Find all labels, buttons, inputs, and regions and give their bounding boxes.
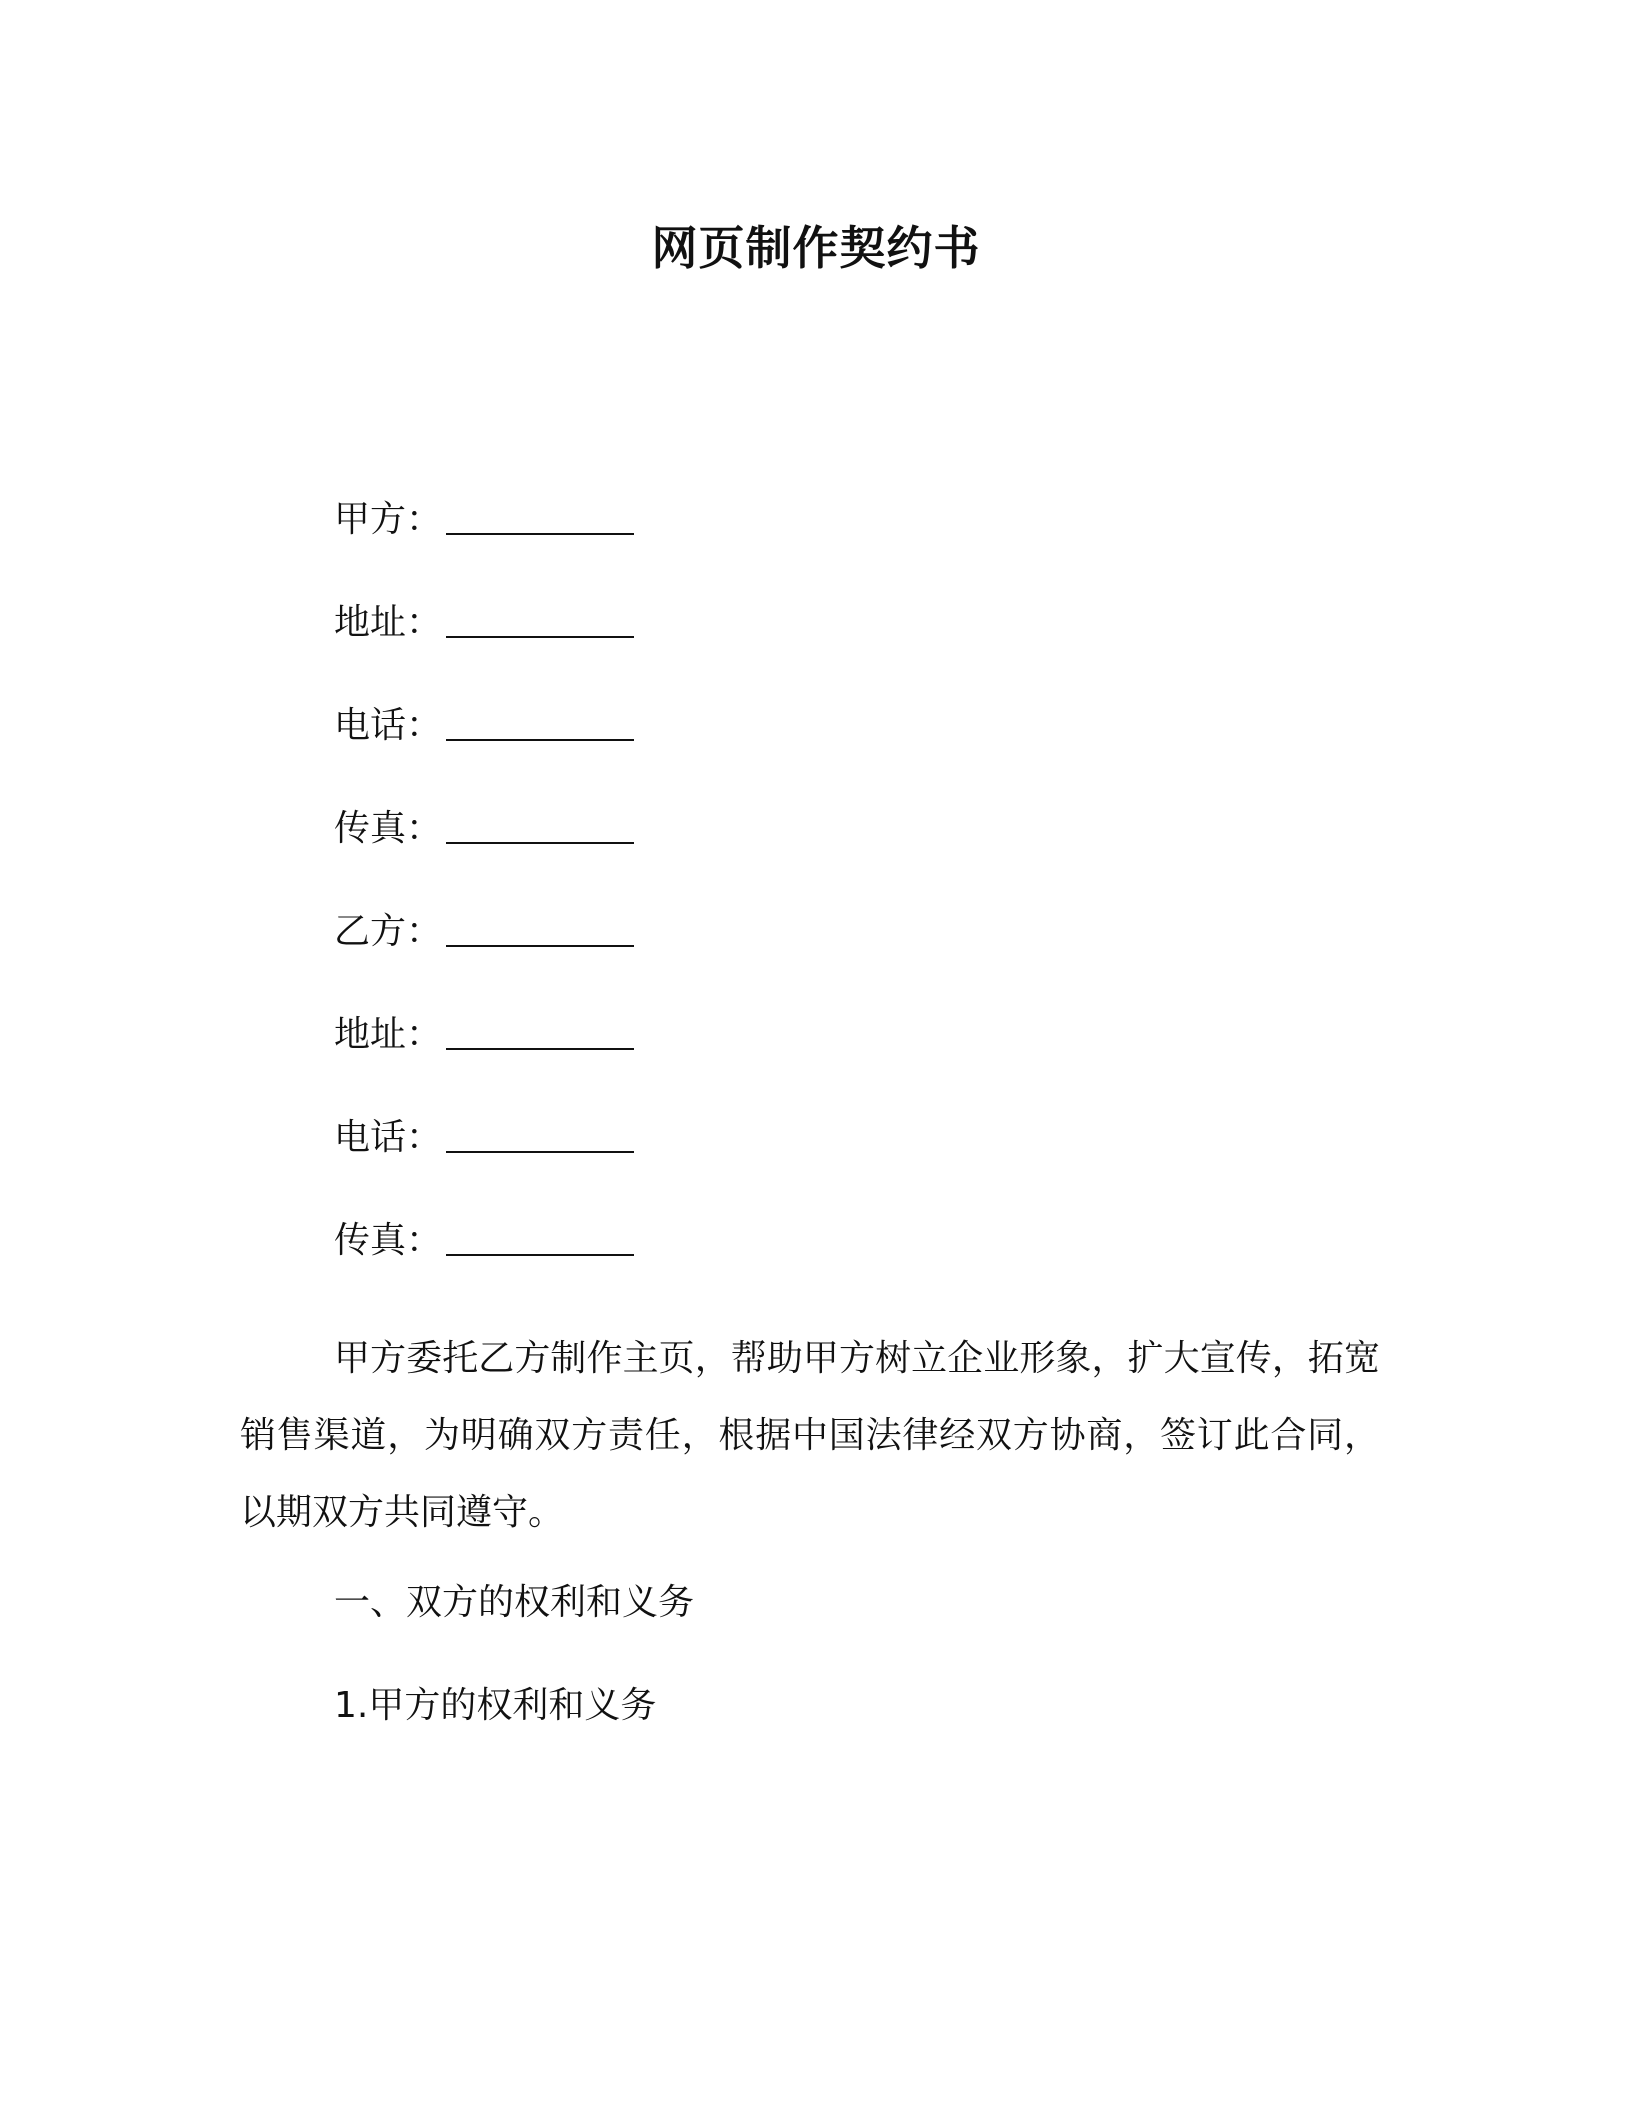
party-a-phone-field bbox=[334, 701, 634, 751]
party-a-fax-blank[interactable] bbox=[446, 812, 634, 844]
party-b-address-blank[interactable] bbox=[446, 1018, 634, 1050]
colon: ： bbox=[406, 1220, 443, 1261]
party-b-fax-label: 传真 bbox=[334, 1220, 407, 1261]
party-b-phone-label: 电话 bbox=[334, 1117, 407, 1158]
party-b-name-field bbox=[334, 907, 634, 957]
party-a-name-blank[interactable] bbox=[446, 503, 634, 535]
party-b-phone-field bbox=[334, 1113, 634, 1163]
colon: ： bbox=[406, 499, 443, 540]
colon: ： bbox=[406, 1014, 443, 1055]
colon: ： bbox=[406, 1117, 443, 1158]
party-b-fax-blank[interactable] bbox=[446, 1224, 634, 1256]
party-b-address-field bbox=[334, 1010, 634, 1060]
party-a-name-label: 甲方 bbox=[334, 499, 407, 540]
party-b-name-blank[interactable] bbox=[446, 915, 634, 947]
party-a-address-field bbox=[334, 598, 634, 648]
party-b-fax-field bbox=[334, 1216, 634, 1266]
party-b-phone-blank[interactable] bbox=[446, 1121, 634, 1153]
party-a-address-label: 地址 bbox=[334, 602, 407, 643]
party-a-fax-label: 传真 bbox=[334, 808, 407, 849]
section-1-heading: 一、双方的权利和义务 bbox=[334, 1582, 695, 1623]
party-a-phone-blank[interactable] bbox=[446, 709, 634, 741]
colon: ： bbox=[406, 808, 443, 849]
party-a-phone-label: 电话 bbox=[334, 705, 407, 746]
party-a-name-field bbox=[334, 495, 634, 545]
subsection-1-heading: 1.甲方的权利和义务 bbox=[334, 1685, 657, 1726]
party-a-fax-field bbox=[334, 804, 634, 854]
colon: ： bbox=[406, 911, 443, 952]
colon: ： bbox=[406, 705, 443, 746]
party-b-address-label: 地址 bbox=[334, 1014, 407, 1055]
party-a-address-blank[interactable] bbox=[446, 606, 634, 638]
intro-paragraph: 甲方委托乙方制作主页，帮助甲方树立企业形象，扩大宣传，拓宽销售渠道，为明确双方责任，根据中国法律经双方协商，签订此合同，以期双方共同遵守。 bbox=[240, 1338, 1380, 1533]
colon: ： bbox=[406, 602, 443, 643]
document-title: 网页制作契约书 bbox=[651, 221, 981, 275]
party-b-name-label: 乙方 bbox=[334, 911, 407, 952]
